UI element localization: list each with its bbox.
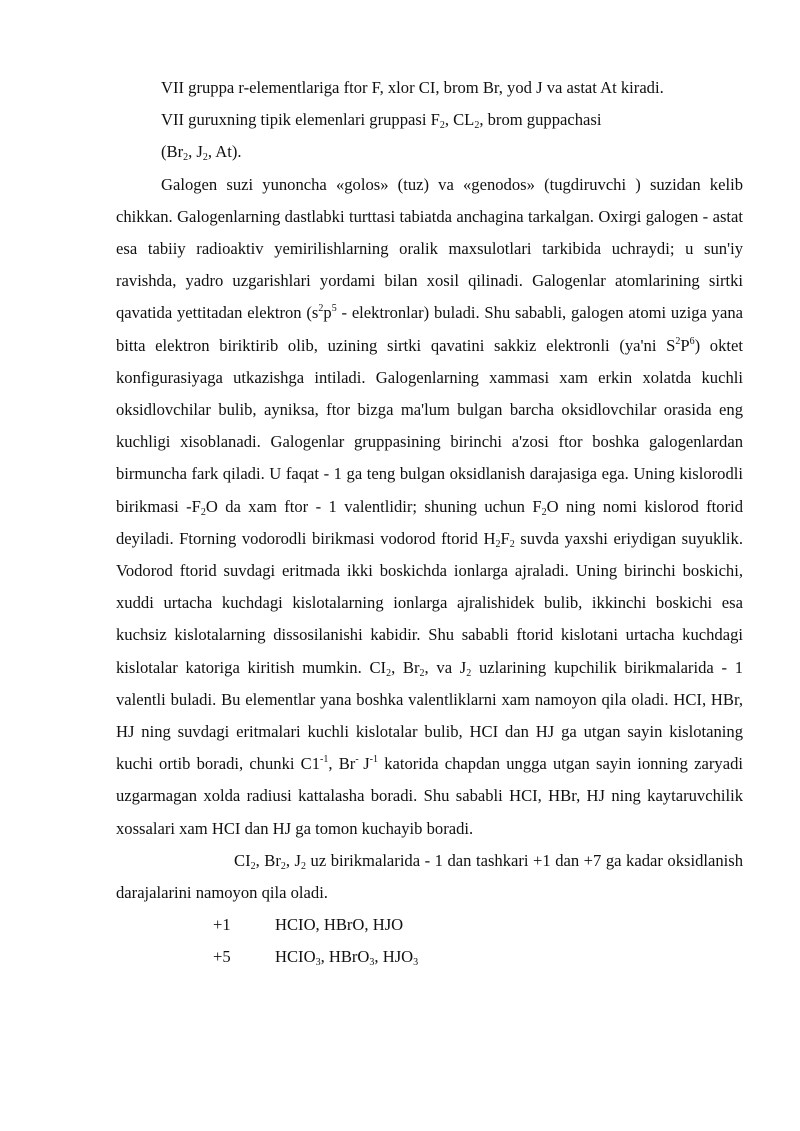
text-run: , J bbox=[188, 142, 203, 162]
acid-formulas bbox=[275, 941, 418, 973]
subscript: 2 bbox=[386, 667, 392, 679]
subscript: 2 bbox=[541, 506, 547, 518]
text-run: , Br bbox=[255, 850, 281, 870]
subscript: 2 bbox=[509, 538, 515, 550]
text-run: O ning nomi kislorod ftorid deyiladi. Ftorning vodorodli birikmasi vodorod ftorid H bbox=[116, 496, 744, 548]
subscript: 2 bbox=[419, 667, 425, 679]
superscript: 2 bbox=[675, 335, 681, 347]
text-run: J bbox=[363, 754, 370, 774]
superscript: 2 bbox=[318, 303, 324, 315]
superscript: 5 bbox=[331, 303, 337, 315]
subscript: 3 bbox=[413, 957, 419, 969]
superscript: 6 bbox=[689, 335, 695, 347]
subscript: 2 bbox=[466, 667, 472, 679]
intro-line-1 bbox=[116, 72, 743, 104]
oxidation-row-plus1 bbox=[213, 909, 743, 941]
text-run: , At). bbox=[207, 142, 242, 162]
text-run: , HJO bbox=[374, 947, 414, 967]
text-run: VII guruxning tipik elemenlari gruppasi F bbox=[161, 110, 440, 130]
text-run: , HBrO bbox=[320, 947, 370, 967]
text-run: CI bbox=[234, 850, 251, 870]
subscript: 2 bbox=[250, 860, 256, 872]
superscript: -1 bbox=[320, 754, 329, 766]
text-run: O da xam ftor - 1 valentlidir; shuning uchun F bbox=[205, 496, 542, 516]
oxidation-state: +1 bbox=[213, 915, 231, 935]
subscript: 2 bbox=[474, 120, 480, 132]
superscript: - bbox=[355, 754, 364, 766]
acid-formulas bbox=[275, 909, 403, 941]
subscript: 2 bbox=[495, 538, 501, 550]
oxidation-state: +5 bbox=[213, 947, 231, 967]
subscript: 2 bbox=[202, 152, 208, 164]
superscript: -1 bbox=[369, 754, 379, 766]
text-run: , Br bbox=[328, 754, 356, 774]
intro-line-3 bbox=[116, 136, 743, 168]
subscript: 2 bbox=[200, 506, 206, 518]
second-paragraph bbox=[116, 845, 743, 909]
subscript: 2 bbox=[280, 860, 286, 872]
subscript: 2 bbox=[439, 120, 445, 132]
text-run: suvda yaxshi eriydigan suyuklik. Vodorod ftorid suvdagi eritmada ikki boskichda ionlarga ajraladi. Uning birinchi boskichi, xuddi urtacha kuchdagi kislotalarning ionlarga ajralishidek bulib, ikkinchi boskichi esa kuchsiz kislotalarning dissosilanishi kabidir. Shu sababli ftorid kislotani urtacha kuchdagi kislotalar katoriga kiritish mumkin. CI bbox=[116, 528, 743, 677]
subscript: 2 bbox=[183, 152, 189, 164]
text-run: , CL bbox=[444, 110, 475, 130]
text-run: F bbox=[500, 528, 510, 548]
text-run: p bbox=[323, 303, 332, 323]
subscript: 2 bbox=[301, 860, 306, 872]
text-run: - elektronlar) buladi. Shu sababli, galogen atomi uziga yana bitta elektron biriktirib olib, uzining sirtki qavatini sakkiz elektronli (ya'ni S bbox=[116, 303, 743, 355]
text-run: P bbox=[680, 335, 690, 355]
text-run: , Br bbox=[391, 657, 420, 677]
text-run: uz birikmalarida - 1 dan tashkari +1 dan +7 ga kadar oksidlanish darajalarini namoyon qila oladi. bbox=[116, 850, 744, 903]
text-run: katorida chapdan ungga utgan sayin ionning zaryadi uzgarmagan xolda radiusi kattalasha boradi. Shu sababli HCI, HBr, HJ ning kaytaruvchilik xossalari xam HCI dan HJ ga tomon kuchayib boradi. bbox=[116, 754, 743, 838]
oxidation-row-plus5 bbox=[213, 941, 743, 973]
intro-line-2 bbox=[116, 104, 743, 136]
subscript: 3 bbox=[369, 957, 375, 969]
text-run: HCIO, HBrO, HJO bbox=[275, 915, 404, 935]
text-run: , va J bbox=[424, 657, 467, 677]
text-run: (Br bbox=[161, 142, 184, 162]
text-run: VII gruppa r-elementlariga ftor F, xlor CI, brom Br, yod J va astat At kiradi. bbox=[161, 78, 664, 97]
text-run: , J bbox=[285, 850, 301, 870]
text-run: HCIO bbox=[275, 947, 316, 967]
subscript: 3 bbox=[315, 957, 321, 969]
text-run: uzlarining kupchilik birikmalarida - 1 valentli buladi. Bu elementlar yana boshka valentliklarni xam namoyon qila oladi. HCI, HBr, HJ ning suvdagi eritmalari kuchli kislotalar bulib, HCI dan HJ ga utgan sayin kislotaning kuchi ortib boradi, chunki C1 bbox=[116, 657, 743, 774]
text-run: ) oktet konfigurasiyaga utkazishga intiladi. Galogenlarning xammasi xam erkin xolatda kuchli oksidlovchilar bulib, ayniksa, ftor bizga ma'lum bulgan barcha oksidlovchilar orasida eng kuchligi xisoblanadi. Galogenlar gruppasining birinchi a'zosi ftor boshka galogenlardan birmuncha fark qiladi. U faqat - 1 ga teng bulgan oksidlanish darajasiga ega. Uning kislorodli birikmasi -F bbox=[116, 335, 743, 516]
text-run: , brom guppachasi bbox=[479, 110, 602, 130]
main-paragraph bbox=[116, 169, 743, 845]
text-run: Galogen suzi yunoncha «golos» (tuz) va «genodos» (tugdiruvchi ) suzidan kelib chikkan. Galogenlarning dastlabki turttasi tabiatda anchagina tarkalgan. Oxirgi galogen - astat esa tabiiy radioaktiv yemirilishlarning oralik maxsulotlari tarkibida uchraydi; u sun'iy ravishda, yadro uzgarishlari yordami bilan xosil qilinadi. Galogenlar atomlarining sirtki qavatida yettitadan elektron (s bbox=[116, 174, 743, 323]
